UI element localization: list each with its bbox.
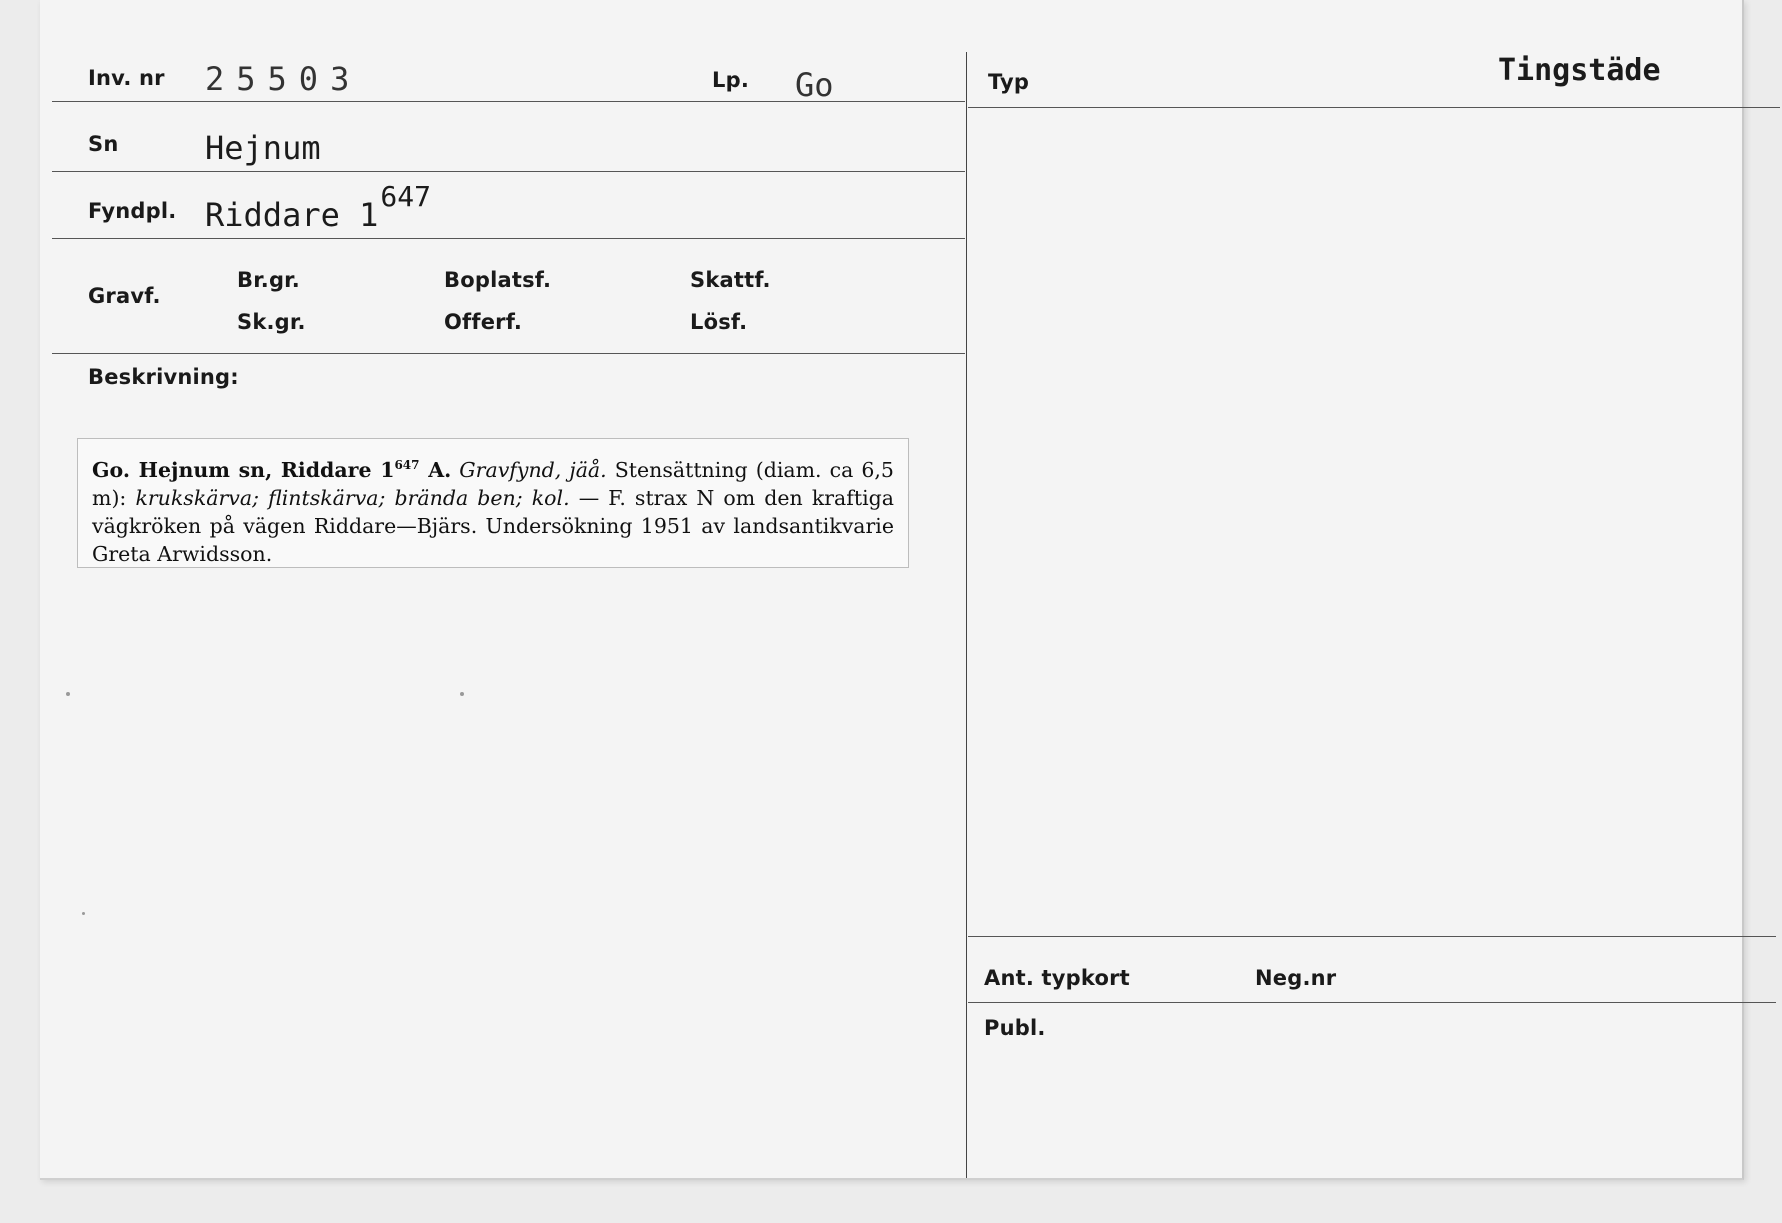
gravf-label: Gravf.: [88, 284, 161, 308]
fyndpl-superscript: 647: [380, 180, 431, 213]
inv-nr-value: 25503: [205, 60, 362, 98]
brgr-label: Br.gr.: [237, 268, 300, 292]
fyndpl-main: Riddare 1: [205, 196, 379, 234]
clipping-text-rest: — F. strax N om den kraftiga vägkröken på vägen Riddare—Bjärs. Undersökning 1951 av landsantikvarie Greta Arwidsson.: [92, 486, 894, 566]
divider: [968, 107, 1780, 108]
divider: [968, 1002, 1776, 1003]
divider: [52, 238, 965, 239]
clipping-italic: Gravfynd, jäå.: [459, 458, 607, 482]
divider: [968, 936, 1776, 937]
losf-label: Lösf.: [690, 310, 748, 334]
divider: [52, 171, 965, 172]
ant-typkort-label: Ant. typkort: [984, 966, 1130, 990]
clipping-finds: krukskärva; flintskärva; brända ben; kol.: [135, 486, 570, 510]
clipping-text: Stensättning (diam. ca 6,5 m):: [92, 458, 894, 510]
lp-label: Lp.: [712, 68, 749, 92]
fyndpl-label: Fyndpl.: [88, 199, 177, 223]
speck: [66, 692, 70, 696]
divider: [52, 353, 965, 354]
speck: [82, 912, 85, 915]
clipping-superscript: 647: [394, 458, 420, 472]
offerf-label: Offerf.: [444, 310, 523, 334]
inv-nr-label: Inv. nr: [88, 66, 165, 90]
clipping-heading: Go. Hejnum sn, Riddare 1: [92, 458, 395, 482]
publ-label: Publ.: [984, 1016, 1046, 1040]
sn-value: Hejnum: [205, 129, 321, 167]
catalog-card: [40, 0, 1744, 1180]
speck: [460, 692, 464, 696]
beskrivning-label: Beskrivning:: [88, 365, 239, 389]
typ-label: Typ: [988, 70, 1030, 94]
lp-value: Go: [795, 66, 834, 104]
neg-nr-label: Neg.nr: [1255, 966, 1337, 990]
fyndpl-value: [205, 180, 431, 234]
description-clipping: [77, 438, 909, 568]
column-divider: [966, 52, 967, 1178]
skgr-label: Sk.gr.: [237, 310, 306, 334]
typ-value: Tingstäde: [1498, 53, 1661, 88]
divider: [52, 101, 965, 102]
boplatsf-label: Boplatsf.: [444, 268, 552, 292]
sn-label: Sn: [88, 132, 119, 156]
skattf-label: Skattf.: [690, 268, 771, 292]
clipping-heading-suffix: A.: [419, 458, 452, 482]
